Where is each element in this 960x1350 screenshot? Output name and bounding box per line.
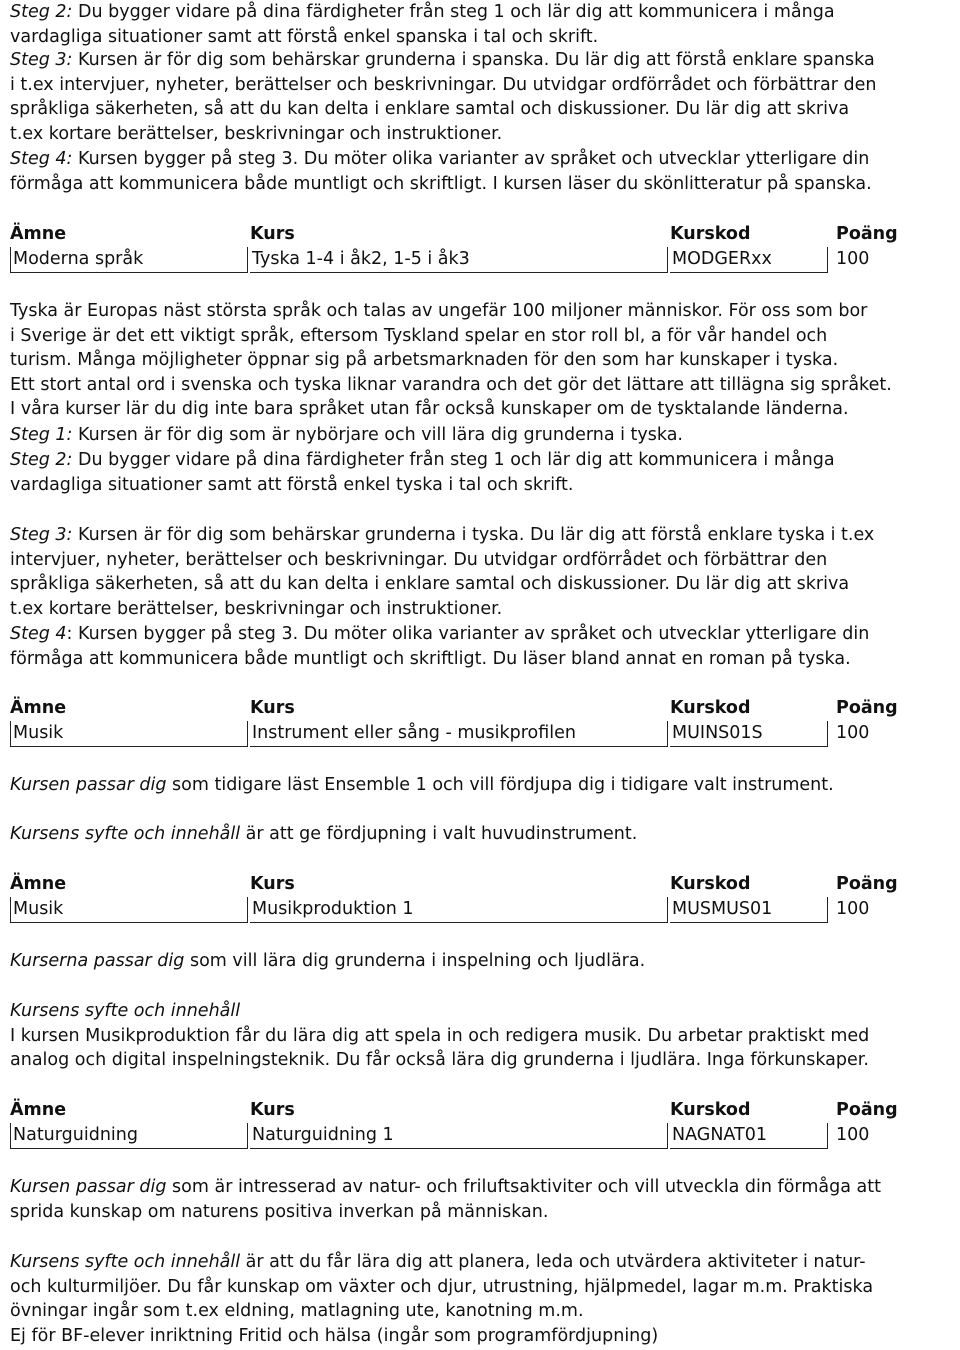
header-kurs: Kurs: [250, 224, 295, 244]
cell-kurskod: MODGERxx: [670, 247, 828, 273]
cell-kurs: Musikproduktion 1: [250, 897, 668, 923]
steg-label: Steg 3:: [10, 50, 73, 70]
header-kurs: Kurs: [250, 874, 295, 894]
syfte-label: Kursens syfte och innehåll: [10, 1001, 241, 1021]
tyska-steg3: Steg 3: Kursen är för dig som behärskar grunderna i tyska. Du lär dig att förstå enklare tyska i t.ex intervjuer, nyheter, berättelser och beskrivningar. Du utvidgar ordförrådet och förbättrar den språkliga säkerheten, så att du kan delta i enklare samtal och diskussioner. Du lär dig att skriva t.ex kortare berättelser, beskrivningar och instruktioner.: [10, 525, 875, 619]
tyska-steg1: Steg 1: Kursen är för dig som är nybörjare och vill lära dig grunderna i tyska.: [10, 425, 683, 445]
cell-poang: 100: [836, 249, 870, 269]
table-row: [10, 247, 945, 272]
header-amne: Ämne: [10, 874, 67, 894]
cell-kurskod: NAGNAT01: [670, 1123, 828, 1149]
cell-kurskod: MUINS01S: [670, 721, 828, 747]
syfte-label: Kursens syfte och innehåll: [10, 1252, 241, 1272]
steg-label: Steg 2:: [10, 450, 73, 470]
table-header-row: [10, 872, 945, 897]
steg-label: Steg 4:: [10, 149, 73, 169]
steg-label: Steg 1:: [10, 425, 73, 445]
table-row: [10, 897, 945, 922]
tyska-intro: Tyska är Europas näst största språk och talas av ungefär 100 miljoner människor. För oss som bor i Sverige är det ett viktigt språk, eftersom Tyskland spelar en stor roll bl, a för vår handel och turism. Många möjligheter öppnar sig på arbetsmarknaden för den som har kunskaper i tyska. Ett stort antal ord i svenska och tyska liknar varandra och det gör det lättare att tillägna sig språket. I våra kurser lär du dig inte bara språket utan får också kunskaper om de tysktalande länderna.: [10, 301, 892, 419]
cell-amne: Naturguidning: [10, 1123, 248, 1149]
passar-label: Kursen passar dig: [10, 775, 167, 795]
cell-poang: 100: [836, 899, 870, 919]
table-row: [10, 721, 945, 746]
cell-amne: Musik: [10, 897, 248, 923]
course-table-tyska: [10, 222, 945, 272]
table-row: [10, 1123, 945, 1148]
naturguidning-passar: Kursen passar dig som är intresserad av natur- och friluftsaktiviter och vill utveckla din förmåga att sprida kunskap om naturens positiva inverkan på människan.: [10, 1177, 881, 1222]
cell-kurs: Instrument eller sång - musikprofilen: [250, 721, 668, 747]
header-kurskod: Kurskod: [670, 874, 751, 894]
steg-label: Steg 4: [10, 624, 67, 644]
musik-instrument-passar: Kursen passar dig som tidigare läst Ensemble 1 och vill fördjupa dig i tidigare valt instrument.: [10, 775, 834, 795]
header-kurskod: Kurskod: [670, 1100, 751, 1120]
steg-label: Steg 3:: [10, 525, 73, 545]
header-poang: Poäng: [836, 1100, 898, 1120]
cell-kurskod: MUSMUS01: [670, 897, 828, 923]
header-poang: Poäng: [836, 698, 898, 718]
musikproduktion-syfte: Kursens syfte och innehåll I kursen Musikproduktion får du lära dig att spela in och redigera musik. Du arbetar praktiskt med analog och digital inspelningsteknik. Du får också lära dig grunderna i ljudlära. Inga förkunskaper.: [10, 1001, 870, 1070]
musikproduktion-passar: Kurserna passar dig som vill lära dig grunderna i inspelning och ljudlära.: [10, 951, 646, 971]
cell-kurs: Naturguidning 1: [250, 1123, 668, 1149]
course-table-musikproduktion: [10, 872, 945, 922]
spanska-steg2: Steg 2: Du bygger vidare på dina färdigheter från steg 1 och lär dig att kommunicera i många vardagliga situationer samt att förstå enkel spanska i tal och skrift.: [10, 2, 835, 47]
header-poang: Poäng: [836, 224, 898, 244]
header-amne: Ämne: [10, 224, 67, 244]
tyska-steg4: Steg 4: Kursen bygger på steg 3. Du möter olika varianter av språket och utvecklar ytterligare din förmåga att kommunicera både muntligt och skriftligt. Du läser bland annat en roman på tyska.: [10, 624, 870, 669]
musik-instrument-syfte: Kursens syfte och innehåll är att ge fördjupning i valt huvudinstrument.: [10, 824, 638, 844]
header-amne: Ämne: [10, 1100, 67, 1120]
cell-amne: Musik: [10, 721, 248, 747]
cell-poang: 100: [836, 1125, 870, 1145]
table-header-row: [10, 1098, 945, 1123]
header-kurskod: Kurskod: [670, 698, 751, 718]
course-table-naturguidning: [10, 1098, 945, 1148]
passar-label: Kurserna passar dig: [10, 951, 185, 971]
header-kurs: Kurs: [250, 1100, 295, 1120]
passar-label: Kursen passar dig: [10, 1177, 167, 1197]
tyska-steg2: Steg 2: Du bygger vidare på dina färdigheter från steg 1 och lär dig att kommunicera i många vardagliga situationer samt att förstå enkel tyska i tal och skrift.: [10, 450, 835, 495]
table-header-row: [10, 696, 945, 721]
spanska-steg3: Steg 3: Kursen är för dig som behärskar grunderna i spanska. Du lär dig att förstå enklare spanska i t.ex intervjuer, nyheter, berättelser och beskrivningar. Du utvidgar ordförrådet och förbättrar den språkliga säkerheten, så att du kan delta i enklare samtal och diskussioner. Du lär dig att skriva t.ex kortare berättelser, beskrivningar och instruktioner.: [10, 50, 877, 144]
steg-label: Steg 2:: [10, 2, 73, 22]
course-table-musik-instrument: [10, 696, 945, 746]
header-kurs: Kurs: [250, 698, 295, 718]
header-amne: Ämne: [10, 698, 67, 718]
header-kurskod: Kurskod: [670, 224, 751, 244]
header-poang: Poäng: [836, 874, 898, 894]
cell-kurs: Tyska 1-4 i åk2, 1-5 i åk3: [250, 247, 668, 273]
syfte-label: Kursens syfte och innehåll: [10, 824, 241, 844]
naturguidning-syfte: Kursens syfte och innehåll är att du får lära dig att planera, leda och utvärdera aktiviteter i natur- och kulturmiljöer. Du får kunskap om växter och djur, utrustning, hjälpmedel, lagar m.m. Praktiska övningar ingår som t.ex eldning, matlagning ute, kanotning m.m. Ej för BF-elever inriktning Fritid och hälsa (ingår som programfördjupning): [10, 1252, 874, 1346]
spanska-steg4: Steg 4: Kursen bygger på steg 3. Du möter olika varianter av språket och utvecklar ytterligare din förmåga att kommunicera både muntligt och skriftligt. I kursen läser du skönlitteratur på spanska.: [10, 149, 872, 194]
table-header-row: [10, 222, 945, 247]
cell-poang: 100: [836, 723, 870, 743]
cell-amne: Moderna språk: [10, 247, 248, 273]
